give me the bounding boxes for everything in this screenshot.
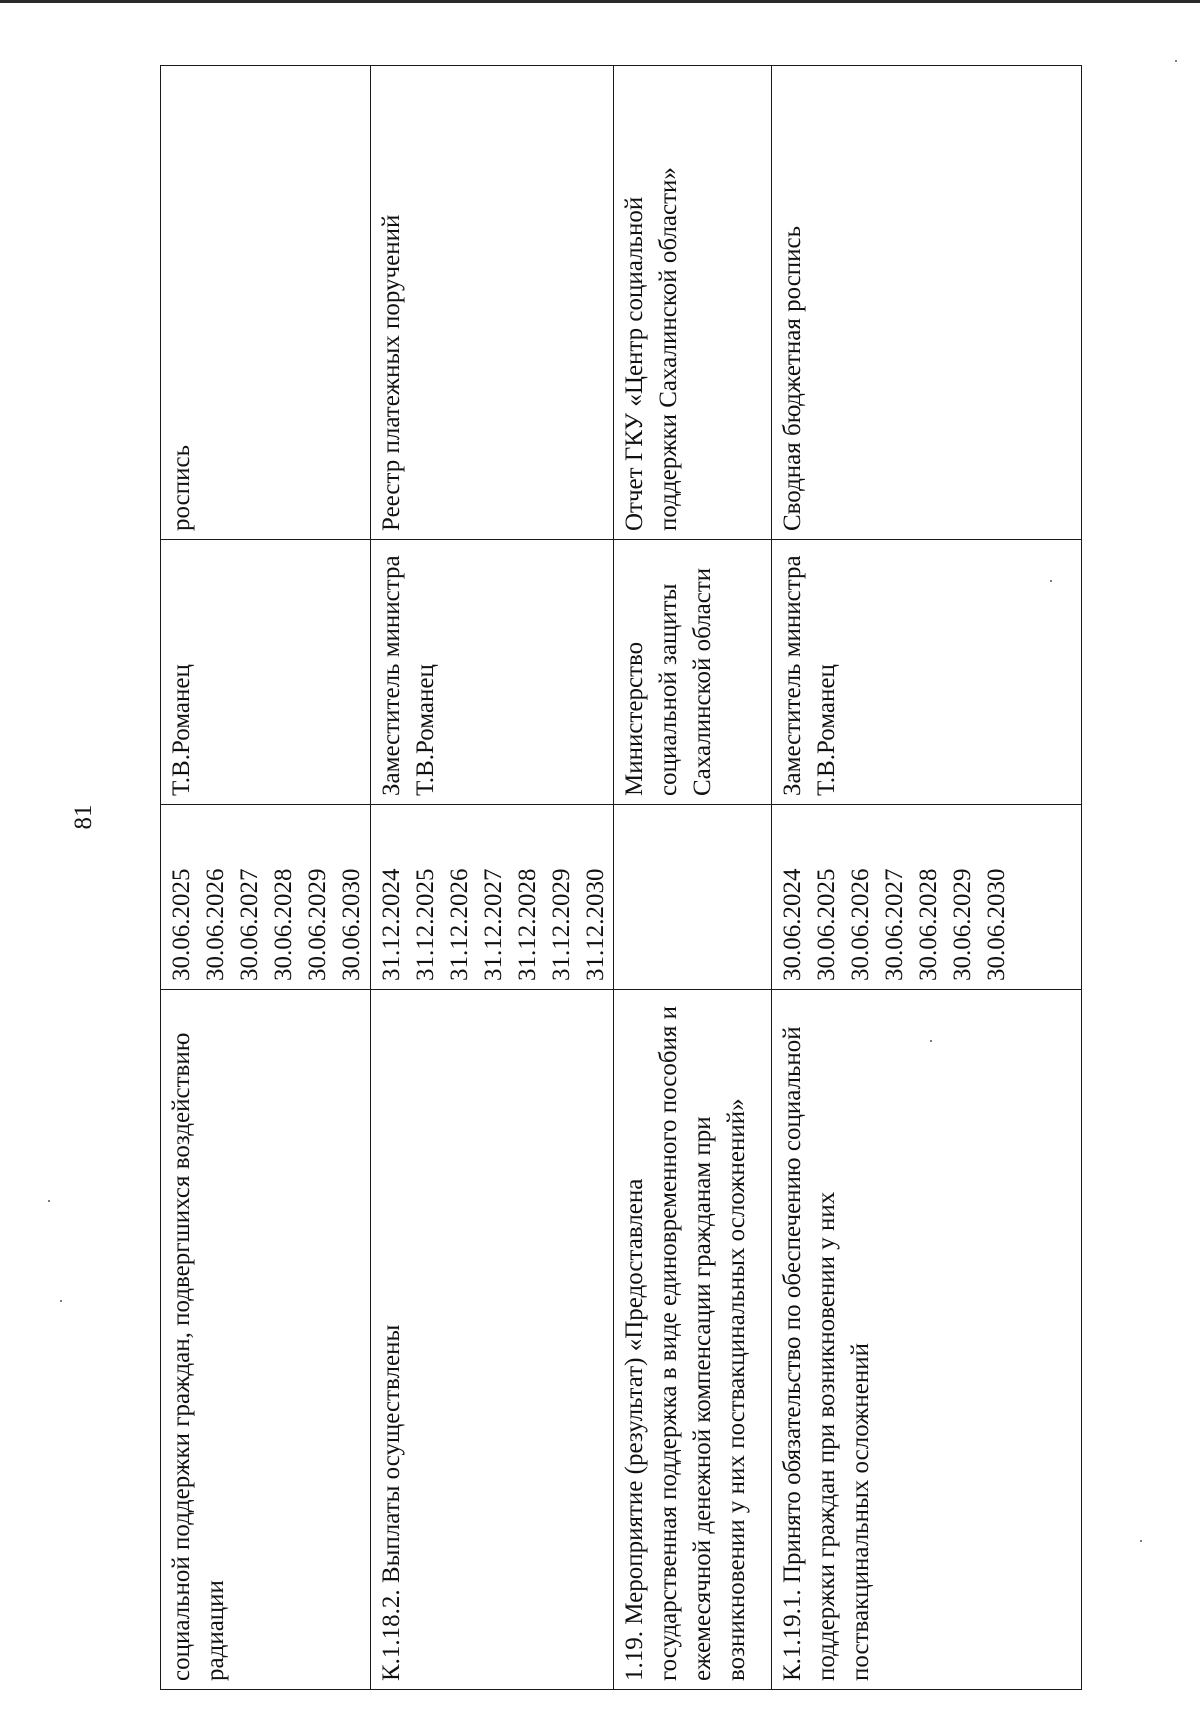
row-description: социальной поддержки граждан, подвергшихся воздействию радиации xyxy=(161,990,371,1690)
schedule-table-wrapper xyxy=(160,66,1080,1690)
scan-speck xyxy=(1175,60,1177,62)
row-responsible: Т.В.Романец xyxy=(161,540,371,805)
scan-speck xyxy=(48,1200,50,1202)
scan-speck xyxy=(930,1040,932,1042)
row-document: роспись xyxy=(161,66,371,540)
row-document: Отчет ГКУ «Центр социальной поддержки Сахалинской области» xyxy=(614,66,772,540)
row-dates: 30.06.2025 30.06.2026 30.06.2027 30.06.2028 30.06.2029 30.06.2030 xyxy=(161,805,371,990)
page-number: 81 xyxy=(70,804,97,830)
scan-speck xyxy=(1050,580,1052,582)
scan-edge xyxy=(0,0,1200,3)
table-row xyxy=(772,66,1082,1690)
schedule-table xyxy=(160,65,1082,1690)
row-dates xyxy=(614,805,772,990)
scan-speck xyxy=(60,1300,62,1302)
table-row xyxy=(614,66,772,1690)
row-description: К.1.19.1. Принято обязательство по обеспечению социальной поддержки граждан при возникновении у них поствакцинальных осложнений xyxy=(772,990,1082,1690)
scan-speck xyxy=(1140,1540,1142,1542)
row-dates: 31.12.2024 31.12.2025 31.12.2026 31.12.2027 31.12.2028 31.12.2029 31.12.2030 xyxy=(371,805,614,990)
table-row xyxy=(371,66,614,1690)
row-dates: 30.06.2024 30.06.2025 30.06.2026 30.06.2027 30.06.2028 30.06.2029 30.06.2030 xyxy=(772,805,1082,990)
row-document: Реестр платежных поручений xyxy=(371,66,614,540)
table-row xyxy=(161,66,371,1690)
row-description: К.1.18.2. Выплаты осуществлены xyxy=(371,990,614,1690)
row-responsible: Заместитель министра Т.В.Романец xyxy=(371,540,614,805)
row-description: 1.19. Мероприятие (результат) «Предоставлена государственная поддержка в виде единовременного пособия и ежемесячной денежной компенсации гражданам при возникновении у них поствакцинальных осложнений» xyxy=(614,990,772,1690)
row-responsible: Министерство социальной защиты Сахалинской области xyxy=(614,540,772,805)
row-document: Сводная бюджетная роспись xyxy=(772,66,1082,540)
row-responsible: Заместитель министра Т.В.Романец xyxy=(772,540,1082,805)
